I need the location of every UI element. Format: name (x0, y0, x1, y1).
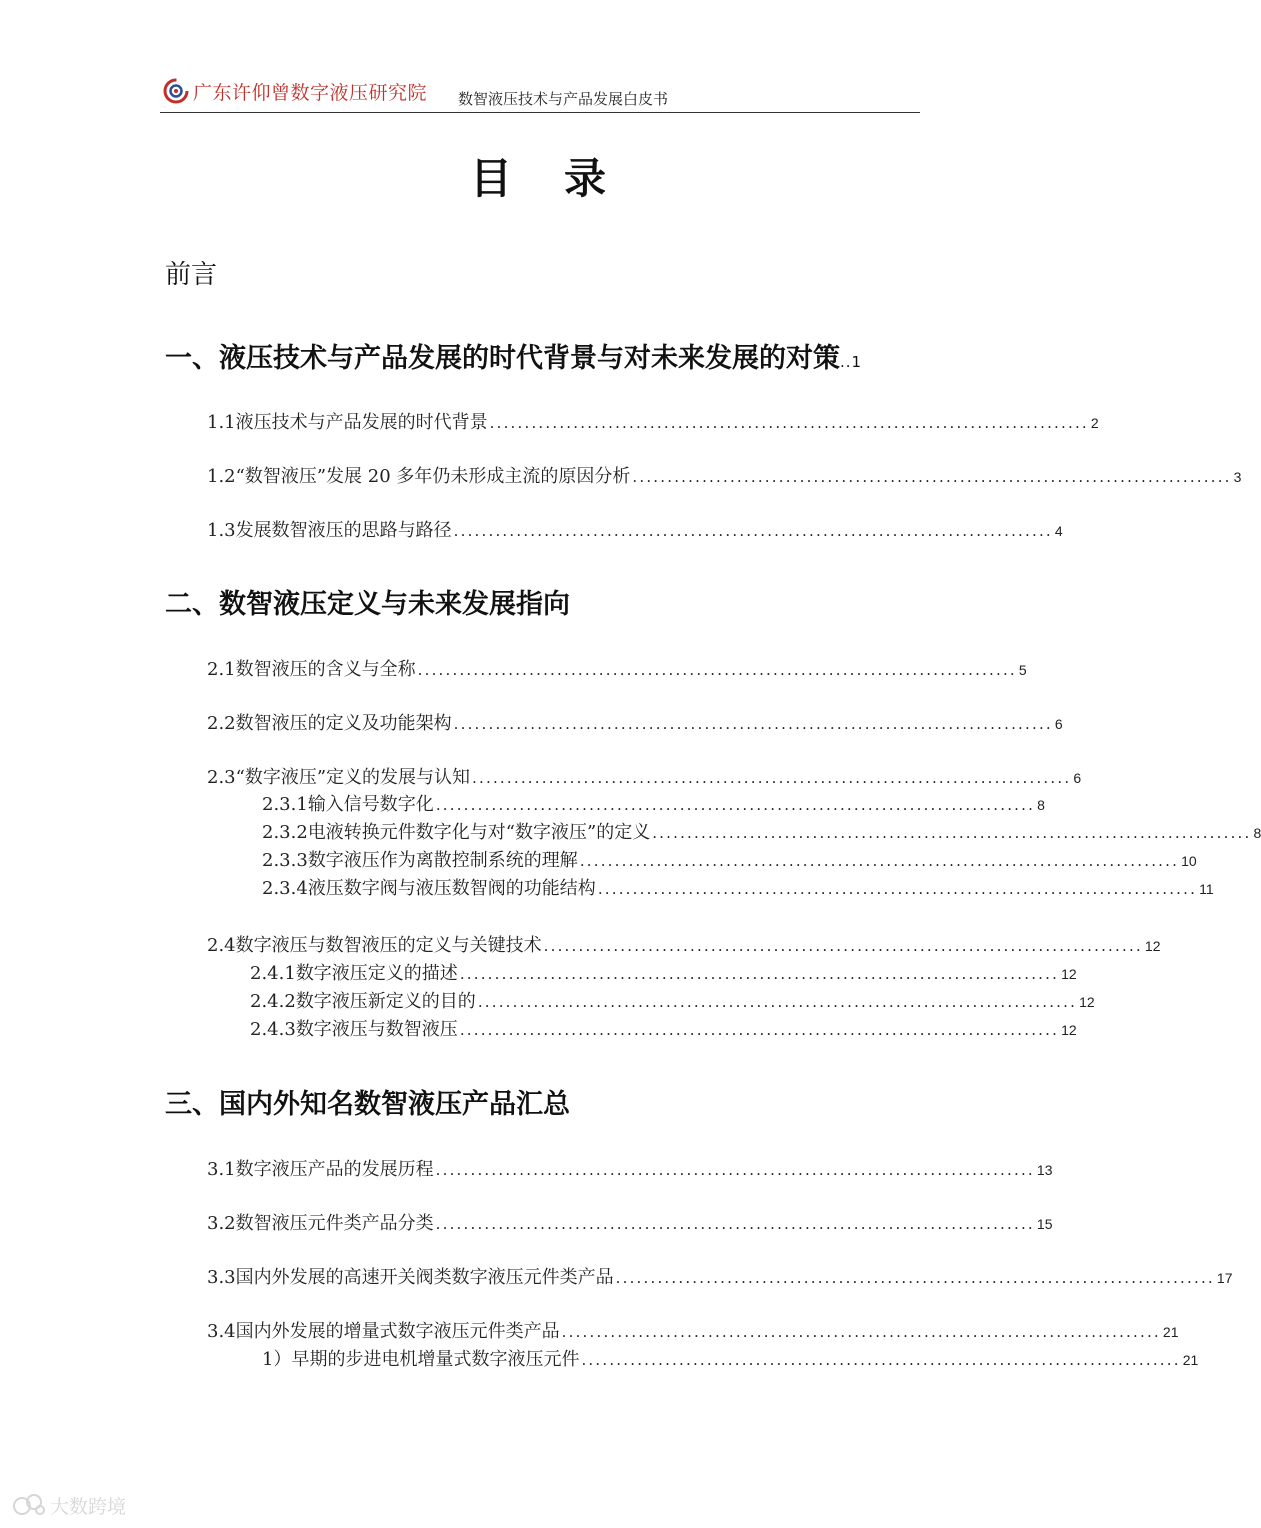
watermark-logo-icon (12, 1492, 46, 1518)
entry-title: 数字液压产品的发展历程 (235, 1159, 434, 1180)
leader-dots: ...................................................................................... (581, 1351, 1181, 1369)
page-number: 8 (1037, 797, 1045, 813)
toc-entry-2-3-2[interactable] (262, 818, 1261, 844)
page-number: 21 (1162, 1324, 1179, 1340)
page-number: 12 (1061, 1022, 1077, 1038)
leader-dots: ...................................................................................... (652, 824, 1252, 842)
toc-entry-1-2[interactable] (207, 462, 1242, 488)
leader-dots: ...................................................................................... (459, 1021, 1060, 1039)
entry-title: 数字液压与数智液压 (295, 1019, 458, 1040)
entry-title: 数字液压与数智液压的定义与关键技术 (235, 935, 542, 956)
page-number: 8 (1253, 825, 1261, 841)
entry-number: 2.3 (207, 767, 236, 788)
document-title: 数智液压技术与产品发展白皮书 (458, 90, 669, 108)
page-number: 17 (1216, 1270, 1233, 1286)
page-number: 6 (1073, 770, 1082, 786)
toc-entry-3-4-1[interactable] (262, 1345, 1199, 1371)
leader-dots: ...................................................................................... (477, 993, 1078, 1011)
entry-number: 3.2 (207, 1213, 236, 1234)
leader-dots: ...................................................................................... (489, 414, 1089, 432)
entry-title: 数智液压元件类产品分类 (235, 1213, 434, 1234)
org-name: 广东许仰曾数字液压研究院 (193, 82, 428, 104)
entry-number: 3.1 (207, 1159, 236, 1180)
page-number: 1 (851, 353, 862, 371)
leader-dots: ...................................................................................... (597, 880, 1198, 898)
entry-number: 1.3 (207, 520, 236, 541)
entry-title: 数智液压的含义与全称 (235, 659, 416, 680)
toc-entry-2-4-1[interactable] (250, 959, 1077, 985)
entry-title: 数字液压作为离散控制系统的理解 (307, 850, 578, 871)
entry-number: 2.4 (207, 935, 236, 956)
leader-dots: .. (840, 353, 852, 371)
leader-dots: ...................................................................................... (543, 937, 1143, 955)
leader-dots: ...................................................................................... (459, 965, 1060, 983)
section-label: 一、液压技术与产品发展的时代背景与对未来发展的对策 (165, 343, 840, 374)
page-number: 12 (1079, 994, 1095, 1010)
leader-dots: ...................................................................................... (579, 852, 1180, 870)
institute-logo-icon (163, 78, 189, 104)
page-number: 2 (1090, 415, 1099, 431)
leader-dots: ...................................................................................... (632, 468, 1232, 486)
entry-number: 2.3.4 (262, 878, 308, 899)
leader-dots: ...................................................................................... (435, 1215, 1035, 1233)
entry-title: 数字液压定义的描述 (295, 963, 458, 984)
toc-entry-3-4[interactable] (207, 1317, 1179, 1343)
toc-entry-2-4-2[interactable] (250, 987, 1095, 1013)
toc-entry-3-2[interactable] (207, 1209, 1053, 1235)
toc-section-1[interactable] (165, 336, 861, 375)
page-number: 4 (1054, 523, 1063, 539)
page-number: 13 (1036, 1162, 1053, 1178)
page-number: 15 (1036, 1216, 1053, 1232)
toc-section-3[interactable]: 三、国内外知名数智液压产品汇总 (165, 1089, 570, 1120)
entry-title: “数智液压”发展 20 多年仍未形成主流的原因分析 (235, 466, 631, 487)
leader-dots: ...................................................................................... (453, 522, 1053, 540)
page-number: 6 (1054, 716, 1063, 732)
toc-entry-3-1[interactable] (207, 1155, 1053, 1181)
entry-title: 数智液压的定义及功能架构 (235, 713, 452, 734)
entry-number: 2.4.1 (250, 963, 296, 984)
entry-title: 液压技术与产品发展的时代背景 (235, 412, 488, 433)
page-number: 3 (1233, 469, 1242, 485)
entry-number: 3.4 (207, 1321, 236, 1342)
leader-dots: ...................................................................................... (472, 769, 1072, 787)
toc-entry-2-1[interactable] (207, 655, 1027, 681)
entry-number: 1.2 (207, 466, 236, 487)
leader-dots: ...................................................................................... (435, 1161, 1035, 1179)
entry-title: 液压数字阀与液压数智阀的功能结构 (307, 878, 596, 899)
entry-number: 2.3.1 (262, 794, 308, 815)
page-number: 12 (1144, 938, 1161, 954)
toc-entry-2-4-3[interactable] (250, 1015, 1077, 1041)
toc-entry-1-3[interactable] (207, 516, 1063, 542)
toc-entry-2-3-1[interactable] (262, 790, 1045, 816)
toc-entry-2-2[interactable] (207, 709, 1063, 735)
toc-entry-2-3-3[interactable] (262, 846, 1197, 872)
toc-section-2[interactable]: 二、数智液压定义与未来发展指向 (165, 589, 570, 620)
toc-preface[interactable]: 前言 (165, 260, 218, 290)
page-header (160, 70, 920, 113)
entry-title: 电液转换元件数字化与对“数字液压”的定义 (307, 822, 651, 843)
leader-dots: ...................................................................................... (435, 796, 1036, 814)
page-number: 10 (1181, 853, 1197, 869)
entry-title: 输入信号数字化 (307, 794, 434, 815)
entry-number: 2.3.3 (262, 850, 308, 871)
entry-title: 数字液压新定义的目的 (295, 991, 476, 1012)
toc-entry-1-1[interactable] (207, 408, 1099, 434)
watermark-text: 大数跨境 (50, 1496, 127, 1518)
leader-dots: ...................................................................................... (615, 1269, 1215, 1287)
entry-title: 1）早期的步进电机增量式数字液压元件 (262, 1349, 580, 1370)
watermark (10, 1490, 160, 1520)
leader-dots: ...................................................................................... (561, 1323, 1161, 1341)
entry-title: 发展数智液压的思路与路径 (235, 520, 452, 541)
entry-number: 1.1 (207, 412, 236, 433)
leader-dots: ...................................................................................... (453, 715, 1053, 733)
entry-title: 国内外发展的高速开关阀类数字液压元件类产品 (235, 1267, 614, 1288)
entry-number: 2.4.2 (250, 991, 296, 1012)
entry-number: 2.2 (207, 713, 236, 734)
entry-number: 2.4.3 (250, 1019, 296, 1040)
page-title: 目录 (469, 154, 658, 203)
entry-number: 3.3 (207, 1267, 236, 1288)
page-number: 12 (1061, 966, 1077, 982)
toc-entry-2-3[interactable] (207, 763, 1082, 789)
toc-entry-3-3[interactable] (207, 1263, 1233, 1289)
entry-number: 2.1 (207, 659, 236, 680)
entry-number: 2.3.2 (262, 822, 308, 843)
leader-dots: ...................................................................................... (417, 661, 1017, 679)
page-number: 21 (1182, 1352, 1199, 1368)
entry-title: 国内外发展的增量式数字液压元件类产品 (235, 1321, 560, 1342)
entry-title: “数字液压”定义的发展与认知 (235, 767, 471, 788)
page-number: 5 (1018, 662, 1027, 678)
toc-entry-2-4[interactable] (207, 931, 1161, 957)
toc-entry-2-3-4[interactable] (262, 874, 1214, 900)
page-number: 11 (1199, 881, 1214, 897)
